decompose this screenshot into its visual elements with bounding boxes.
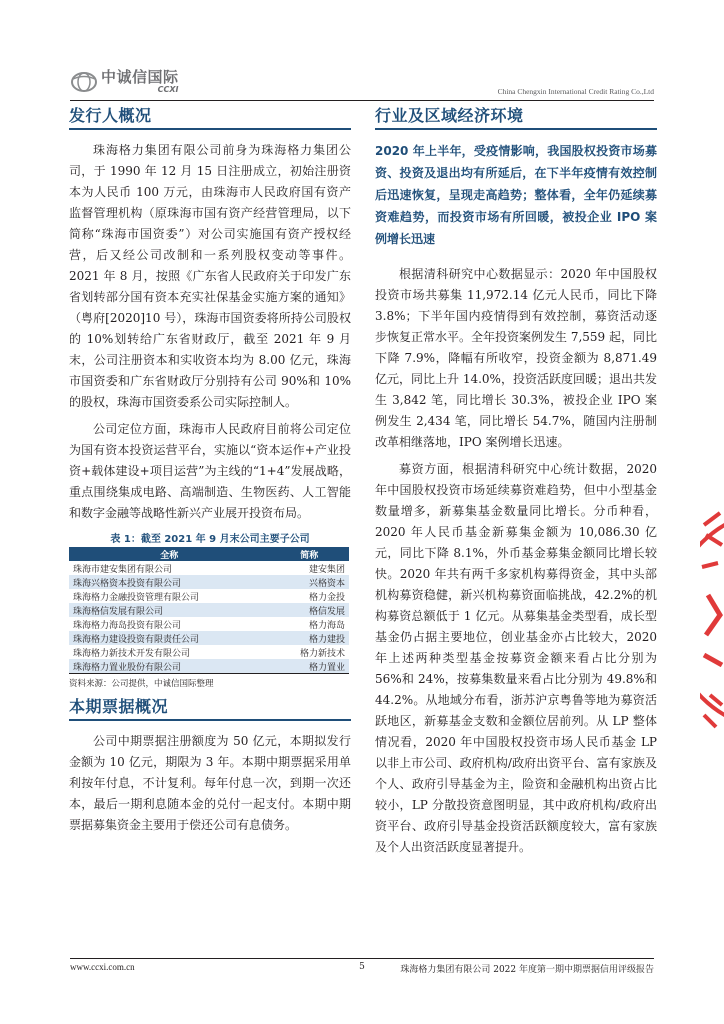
table-cell-fullname: 珠海格力金融投资管理有限公司: [73, 592, 200, 603]
table-cell-fullname: 珠海格信发展有限公司: [69, 603, 270, 617]
right-column: [375, 104, 657, 864]
table-cell-fullname: 珠海格力建设投资有限责任公司: [69, 631, 270, 645]
table-header-fullname: 全称: [69, 547, 270, 561]
table-cell-abbr: 格力新技术: [299, 648, 345, 659]
table-cell-abbr: 格力金投: [308, 592, 345, 603]
section-title-notes: 本期票据概况: [69, 695, 351, 721]
company-english-name: China Chengxin International Credit Rating Co.,Ltd: [497, 87, 654, 96]
table-header-abbr: 简称: [270, 547, 349, 561]
table-header-row: [69, 547, 349, 561]
header-divider: [70, 100, 654, 101]
table-cell-fullname: 珠海格力海岛投资有限公司: [73, 620, 182, 631]
footer-report-title: 珠海格力集团有限公司 2022 年度第一期中期票据信用评级报告: [400, 965, 654, 975]
table-row: [69, 631, 349, 645]
table-row: [69, 617, 349, 631]
table-cell-fullname: 珠海市建安集团有限公司: [73, 564, 173, 575]
table-cell-abbr: 建安集团: [308, 564, 345, 575]
industry-highlight: 2020 年上半年，受疫情影响，我国股权投资市场募资、投资及退出均有所延后，在下半年疫情有效控制后迅速恢复，呈现走高趋势；整体看，全年仍延续募资难趋势，而投资市场有所回暖，被投企业 IPO 案例增长迅速: [375, 144, 657, 246]
notes-paragraph: 公司中期票据注册额度为 50 亿元，本期拟发行金额为 10 亿元，期限为 3 年。本期中期票据采用单利按年付息，不计复利。每年付息一次，到期一次还本，最后一期利息随本金的兑付一起支付。本期中期票据募集资金主要用于偿还公司有息债务。: [69, 734, 351, 832]
table-cell-abbr: 格力置业: [270, 659, 349, 674]
page-header: [70, 70, 654, 100]
issuer-paragraph-1: 珠海格力集团有限公司前身为珠海格力集团公司，于 1990 年 12 月 15 日注册成立，初始注册资本为人民币 100 万元，由珠海市人民政府国有资产监督管理机构（原珠海市国有资产经营管理局，以下简称“珠海市国资委”）对公司实施国有资产授权经营，后又经公司改制和一系列股权变动等事件。2021 年 8 月，按照《广东省人民政府关于印发广东省划转部分国有资本充实社保基金实施方案的通知》（粤府[2020]10 号），珠海市国资委将所持公司股权的 10%划转给广东省财政厅，截至 2021 年 9 月末，公司注册资本和实收资本均为 8.00 亿元，珠海市国资委和广东省财政厅分别持有公司 90%和 10%的股权，珠海市国资委系公司实际控制人。: [69, 143, 351, 409]
industry-paragraph-2: 募资方面，根据清科研究中心统计数据，2020 年中国股权投资市场延续募资难趋势，但中小型基金数量增多，新募集基金数量同比增长。分币种看，2020 年人民币基金新募集金额为 10,086.30 亿元，同比下降 8.1%，外币基金募集金额同比增长较快。2020 年共有两千多家机构募得资金，其中头部机构募资稳健，新兴机构募资面临挑战，42.2%的机构募资总额低于 1 亿元。从募集基金类型看，成长型基金仍占据主要地位，创业基金亦占比较大，2020 年上述两种类型基金按募资金额来看占比分别为 56%和 24%，按募集数量来看占比分别为 49.8%和 44.2%。从地域分布看，浙苏沪京粤鲁等地为募资活跃地区，新募基金支数和金额位居前列。从 LP 整体情况看，2020 年中国股权投资市场人民币基金 LP 以非上市公司、政府机构/政府出资平台、富有家族及个人、政府引导基金为主，险资和金融机构出资占比较小，LP 分散投资意图明显，其中政府机构/政府出资平台、政府引导基金投资活跃额度较大，富有家族及个人出资活跃度显著提升。: [375, 462, 657, 854]
table-row: [69, 659, 349, 674]
section-title-industry: 行业及区域经济环境: [375, 104, 657, 130]
table-row: [69, 575, 349, 589]
table-cell-abbr: 格信发展: [270, 603, 349, 617]
logo-english-name: CCXI: [157, 85, 179, 94]
footer-divider: [70, 958, 654, 959]
industry-paragraph-1: 根据清科研究中心数据显示：2020 年中国股权投资市场共募集 11,972.14 亿元人民币，同比下降 3.8%；下半年国内疫情得到有效控制，募资活动逐步恢复正常水平。全年投资案例发生 7,559 起，同比下降 7.9%，降幅有所收窄，投资金额为 8,871.49 亿元，同比上升 14.0%，投资活跃度回暖；退出共发生 3,842 笔，同比增长 30.3%，被投企业 IPO 案例发生 2,434 笔，同比增长 54.7%，随国内注册制改革相继落地，IPO 案例增长迅速。: [375, 267, 657, 449]
table-row: [69, 561, 349, 575]
table-title: 表 1：截至 2021 年 9 月末公司主要子公司: [110, 534, 310, 545]
table-cell-abbr: 格力海岛: [308, 620, 345, 631]
table-cell-fullname: 珠海格力新技术开发有限公司: [73, 648, 191, 659]
table-cell-fullname: 珠海格力置业股份有限公司: [69, 659, 270, 674]
subsidiaries-table: [69, 547, 349, 674]
table-row: [69, 589, 349, 603]
table-source-note: 资料来源：公司提供，中诚信国际整理: [69, 679, 214, 689]
table-row: [69, 645, 349, 659]
section-title-issuer: 发行人概况: [69, 104, 351, 130]
ccxi-logo: [70, 70, 179, 94]
left-column: [69, 104, 351, 842]
ccxi-logo-icon: [70, 70, 98, 94]
page-number: 5: [359, 962, 365, 972]
seal-stamp-icon: [700, 505, 724, 735]
table-cell-fullname: 珠海兴格资本投资有限公司: [69, 575, 270, 589]
table-row: [69, 603, 349, 617]
footer-website-link[interactable]: www.ccxi.com.cn: [70, 962, 135, 972]
issuer-paragraph-2: 公司定位方面，珠海市人民政府目前将公司定位为国有资本投资运营平台，实施以“资本运作+产业投资+载体建设+项目运营”为主线的“1+4”发展战略，重点围绕集成电路、高端制造、生物医药、人工智能和数字金融等战略性新兴产业展开投资布局。: [69, 422, 351, 520]
table-cell-abbr: 兴格资本: [270, 575, 349, 589]
table-cell-abbr: 格力建投: [270, 631, 349, 645]
logo-chinese-name: 中诚信国际: [101, 68, 179, 86]
